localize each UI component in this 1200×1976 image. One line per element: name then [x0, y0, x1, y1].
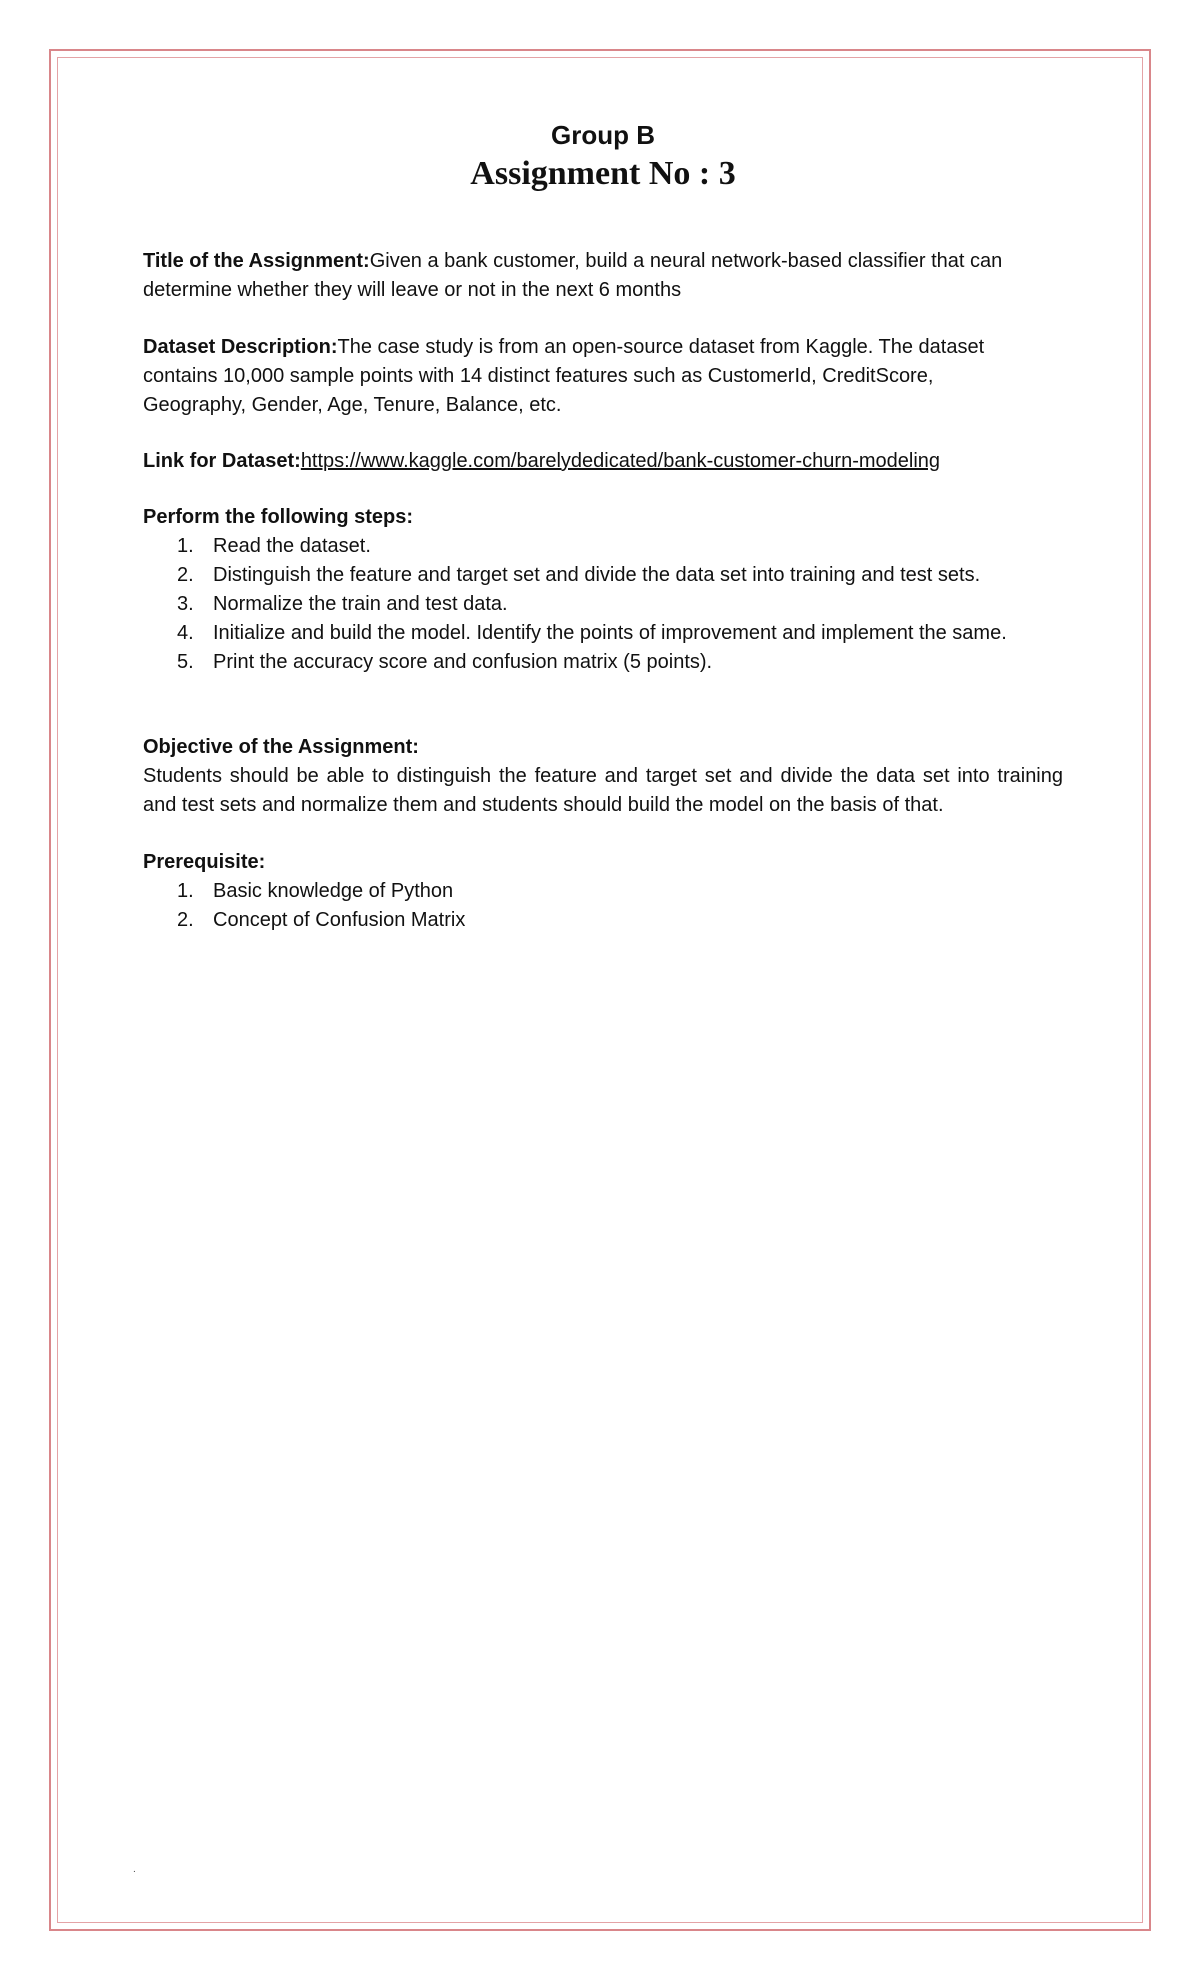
dataset-link[interactable]: https://www.kaggle.com/barelydedicated/bank-customer-churn-modeling: [300, 450, 941, 472]
dataset-link-paragraph: [143, 447, 1063, 476]
group-heading: Group B: [551, 120, 655, 150]
dataset-description-label: Dataset Description:: [143, 336, 338, 358]
footer-mark: .: [133, 1864, 136, 1875]
assignment-title-paragraph: [143, 247, 1003, 305]
list-item: 3. Normalize the train and test data.: [177, 593, 508, 615]
dataset-link-label: Link for Dataset:: [143, 450, 301, 472]
assignment-title-label: Title of the Assignment:: [143, 250, 370, 272]
assignment-title-text: Given a bank customer, build a neural network-based classifier that can determine whether they will leave or not in the next 6 months: [143, 250, 1003, 301]
list-item: 5. Print the accuracy score and confusion matrix (5 points).: [177, 651, 713, 673]
document-body: [143, 118, 1063, 935]
dataset-description-paragraph: [143, 333, 1003, 420]
list-item: 1. Basic knowledge of Python: [177, 880, 454, 902]
steps-heading: Perform the following steps:: [143, 506, 414, 528]
assignment-number-heading: Assignment No : 3: [470, 155, 736, 192]
dataset-description-text: The case study is from an open-source dataset from Kaggle. The dataset contains 10,000 sample points with 14 distinct features such as CustomerId, CreditScore, Geography, Gender, Age, Tenure, Balance, etc.: [143, 336, 985, 416]
list-item: 2. Distinguish the feature and target set and divide the data set into training and test sets.: [177, 564, 981, 586]
list-item: 2. Concept of Confusion Matrix: [177, 909, 466, 931]
list-item: 4. Initialize and build the model. Identify the points of improvement and implement the same.: [177, 622, 1007, 644]
objective-text: Students should be able to distinguish the feature and target set and divide the data set into training and test sets and normalize them and students should build the model on the basis of that.: [143, 765, 1063, 816]
prerequisite-heading: Prerequisite:: [143, 851, 266, 873]
prerequisite-list: [143, 877, 1063, 935]
objective-heading: Objective of the Assignment:: [143, 736, 419, 758]
steps-list: [143, 532, 1063, 677]
list-item: 1. Read the dataset.: [177, 535, 371, 557]
